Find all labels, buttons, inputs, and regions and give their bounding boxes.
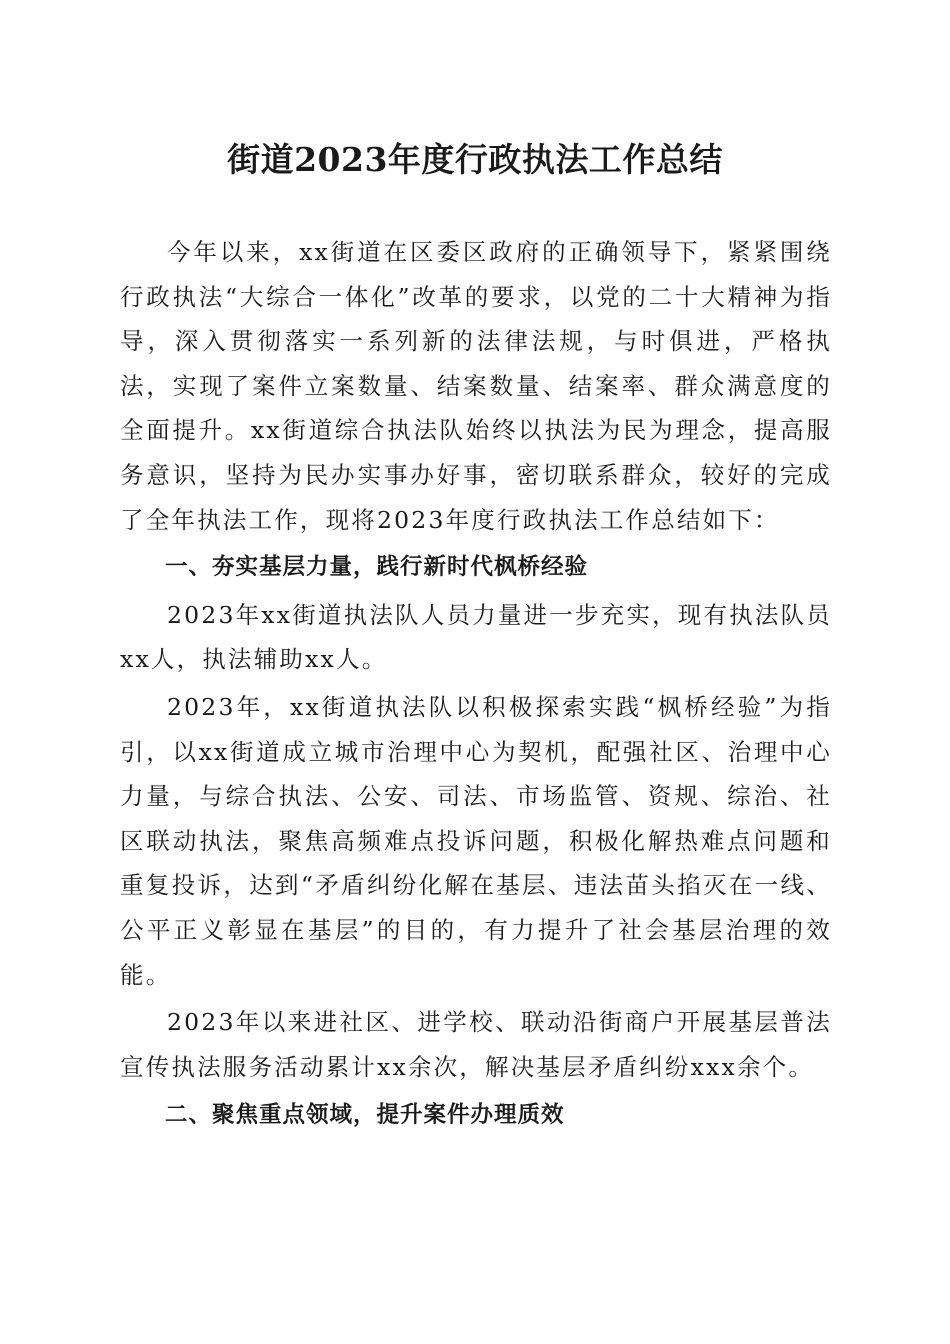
section-heading-2: 二、聚焦重点领域，提升案件办理质效 xyxy=(165,1102,565,1129)
section-heading-1: 一、夯实基层力量，践行新时代枫桥经验 xyxy=(165,554,589,581)
section1-paragraph-1: 2023年xx街道执法队人员力量进一步充实，现有执法队员xx人，执法辅助xx人。 xyxy=(120,600,832,674)
document-title: 街道2023年度行政执法工作总结 xyxy=(227,140,723,179)
section1-paragraph-3: 2023年以来进社区、进学校、联动沿街商户开展基层普法宣传执法服务活动累计xx余次，解决基层矛盾纠纷xxx余个。 xyxy=(120,1008,832,1081)
document-body xyxy=(120,230,832,1138)
section1-paragraph-2: 2023年，xx街道执法队以积极探索实践“枫桥经验”为指引，以xx街道成立城市治理中心为契机，配强社区、治理中心力量，与综合执法、公安、司法、市场监管、资规、综治、社区联动执法，聚焦高频难点投诉问题，积极化解热难点问题和重复投诉，达到“矛盾纠纷化解在基层、违法苗头掐灭在一线、公平正义彰显在基层”的目的，有力提升了社会基层治理的效能。 xyxy=(120,692,832,989)
intro-paragraph: 今年以来，xx街道在区委区政府的正确领导下，紧紧围绕行政执法“大综合一体化”改革的要求，以党的二十大精神为指导，深入贯彻落实一系列新的法律法规，与时俱进，严格执法，实现了案件立案数量、结案数量、结案率、群众满意度的全面提升。xx街道综合执法队始终以执法为民为理念，提高服务意识，坚持为民办实事办好事，密切联系群众，较好的完成了全年执法工作，现将2023年度行政执法工作总结如下： xyxy=(120,238,832,534)
